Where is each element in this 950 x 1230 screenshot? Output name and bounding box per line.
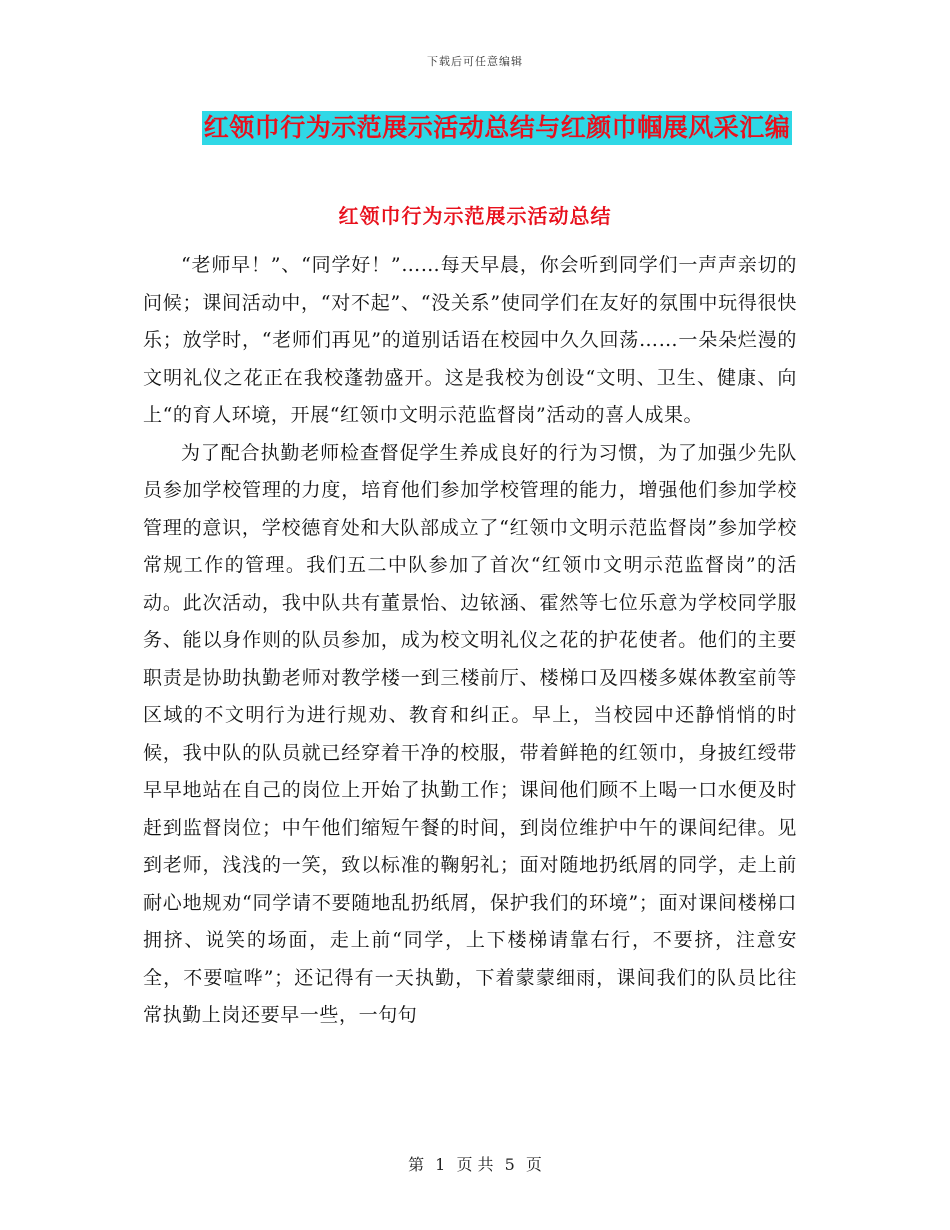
document-body (143, 247, 797, 1035)
header-note: 下载后可任意编辑 (427, 55, 523, 68)
page-prefix: 第 (408, 1155, 425, 1174)
page-number (0, 1152, 950, 1175)
paragraph-1: “老师早！”、“同学好！”……每天早晨，你会听到同学们一声声亲切的问候；课间活动中，“对不起”、“没关系”使同学们在友好的氛围中玩得很快乐；放学时，“老师们再见”的道别话语在校园中久久回荡……一朵朵烂漫的文明礼仪之花正在我校蓬勃盛开。这是我校为创设“文明、卫生、健康、向上“的育人环境，开展“红领巾文明示范监督岗”活动的喜人成果。 (143, 254, 797, 426)
page-total: 5 (504, 1155, 515, 1174)
page-suffix: 页 (525, 1155, 542, 1174)
main-title: 红领巾行为示范展示活动总结与红颜巾帼展风采汇编 (202, 111, 793, 145)
main-title-container (0, 111, 950, 145)
page-mid: 页 共 (456, 1155, 494, 1174)
section-title: 红领巾行为示范展示活动总结 (338, 204, 612, 228)
paragraph-2: 为了配合执勤老师检查督促学生养成良好的行为习惯，为了加强少先队员参加学校管理的力度，培育他们参加学校管理的能力，增强他们参加学校管理的意识，学校德育处和大队部成立了“红领巾文明示范监督岗”参加学校常规工作的管理。我们五二中队参加了首次“红领巾文明示范监督岗”的活动。此次活动，我中队共有董景怡、边铱涵、霍然等七位乐意为学校同学服务、能以身作则的队员参加，成为校文明礼仪之花的护花使者。他们的主要职责是协助执勤老师对教学楼一到三楼前厅、楼梯口及四楼多媒体教室前等区域的不文明行为进行规劝、教育和纠正。早上，当校园中还静悄悄的时候，我中队的队员就已经穿着干净的校服，带着鲜艳的红领巾，身披红绶带早早地站在自己的岗位上开始了执勤工作；课间他们顾不上喝一口水便及时赶到监督岗位；中午他们缩短午餐的时间，到岗位维护中午的课间纪律。见到老师，浅浅的一笑，致以标准的鞠躬礼；面对随地扔纸屑的同学，走上前耐心地规劝“同学请不要随地乱扔纸屑，保护我们的环境”；面对课间楼梯口拥挤、说笑的场面，走上前“同学，上下楼梯请靠右行，不要挤，注意安全，不要喧哗”；还记得有一天执勤，下着蒙蒙细雨，课间我们的队员比往常执勤上岗还要早一些，一句句 (143, 441, 797, 1026)
page-current: 1 (435, 1155, 446, 1174)
